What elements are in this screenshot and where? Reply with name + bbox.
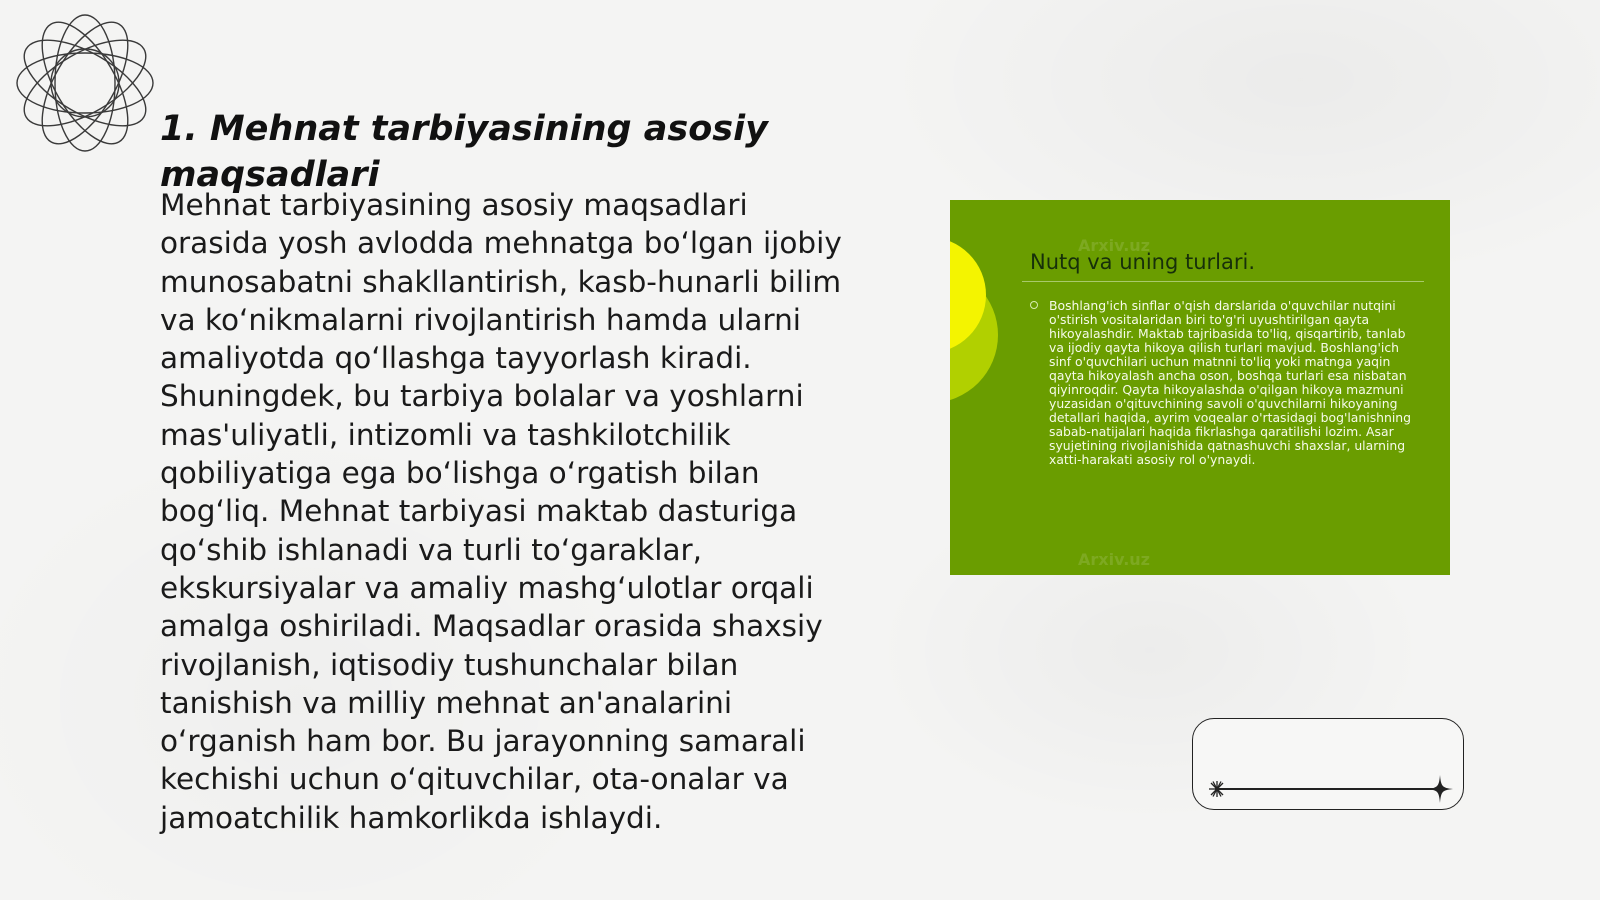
watermark-text: Arxiv.uz [1078, 236, 1150, 255]
slide-title: 1. Mehnat tarbiyasining asosiy maqsadlari [160, 109, 768, 195]
sparkle-icon [1427, 775, 1453, 803]
embedded-slide-bullet-text: Boshlang'ich sinflar o'qish darslarida o'quvchilar nutqini o'stirish vositalaridan biri to'g'ri uyushtirilgan qayta hikoyalashdir. Maktab tajribasida to'liq, qisqartirib, tanlab va ijodiy qayta hikoya qilish turlari mavjud. Boshlang'ich sinf o'quvchilari uchun matnni to'liq yoki matnga yaqin qayta hikoyalash ancha oson, boshqa turlari esa nisbatan qiyinroqdir. Qayta hikoyalashda o'qilgan hikoya mazmuni yuzasidan o'qituvchining savoli o'quvchilarni hikoyaning detallari haqida, ayrim voqealar o'rtasidagi bog'lanishning sabab-natijalari haqida fikrlashga qaratilishi lozim. Asar syujetining rivojlanishida qatnashuvchi shaxslar, ularning xatti-harakati asosiy rol o'ynaydi. [1049, 298, 1412, 467]
decorative-slider-card [1192, 718, 1464, 810]
embedded-slide-title: Nutq va uning turlari. [1030, 250, 1256, 274]
title-divider [1022, 281, 1424, 282]
rosette-logo-icon [10, 8, 160, 158]
body-paragraph: Mehnat tarbiyasining asosiy maqsadlari orasida yosh avlodda mehnatga boʻlgan ijobiy munosabatni shakllantirish, kasb-hunarli bilim va koʻnikmalarni rivojlantirish hamda ularni amaliyotda qoʻllashga tayyorlash kiradi. Shuningdek, bu tarbiya bolalar va yoshlarni mas'uliyatli, intizomli va tashkilotchilik qobiliyatiga ega boʻlishga oʻrgatish bilan bogʻliq. Mehnat tarbiyasi maktab dasturiga qoʻshib ishlanadi va turli toʻgaraklar, ekskursiyalar va amaliy mashgʻulotlar orqali amalga oshiriladi. Maqsadlar orasida shaxsiy rivojlanish, iqtisodiy tushunchalar bilan tanishish va milliy mehnat an'analarini oʻrganish ham bor. Bu jarayonning samarali kechishi uchun oʻqituvchilar, ota-onalar va jamoatchilik hamkorlikda ishlaydi. [160, 188, 842, 835]
slider-line [1215, 788, 1435, 790]
embedded-slide-image [950, 200, 1450, 575]
sun-decoration-icon [950, 200, 1010, 575]
watermark-text: Arxiv.uz [1078, 550, 1150, 569]
bullet-marker-icon [1030, 301, 1038, 309]
